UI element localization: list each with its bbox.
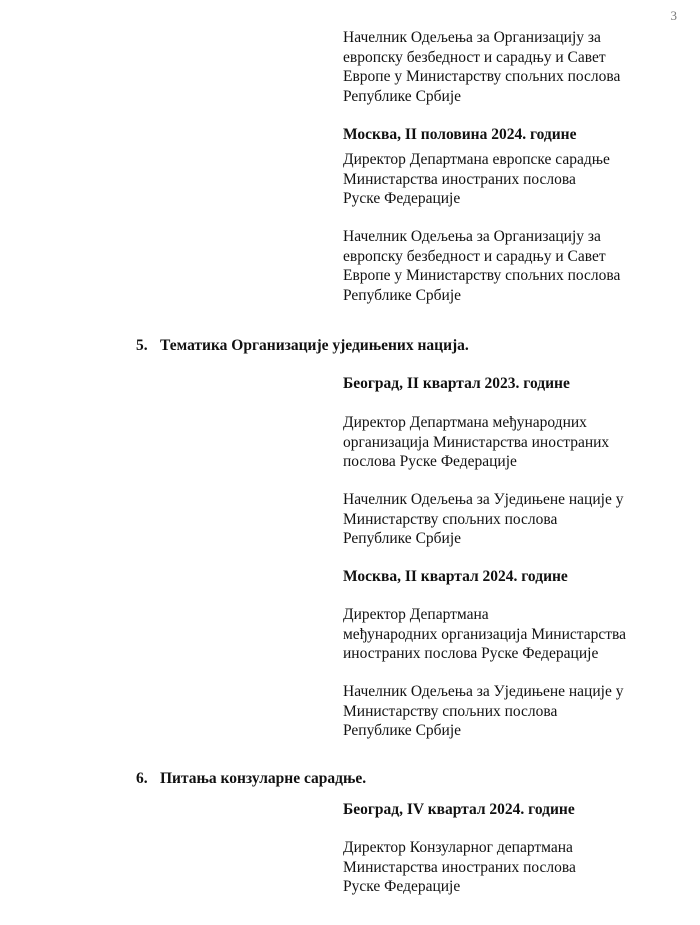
- section-5-meeting-1-serbian: Начелник Одељења за Уједињене нације у Министарству спољних послова Републике Србије: [343, 491, 624, 547]
- section-5-number: 5.: [136, 337, 148, 354]
- meeting-heading-moscow-2024: Москва, II половина 2024. године: [343, 126, 577, 143]
- russian-official-text: Директор Департмана европске сарадње Министарства иностраних послова Руске Федерације: [343, 151, 610, 207]
- section-6-meeting-1-russian: Директор Конзуларног департмана Министарства иностраних послова Руске Федерације: [343, 839, 576, 895]
- serbian-official-text-2: Начелник Одељења за Организацију за европску безбедност и сарадњу и Савет Европе у Министарству спољних послова Републике Србије: [343, 228, 621, 304]
- section-5-meeting-2-russian: Директор Департмана међународних организација Министарства иностраних послова Руске Федерације: [343, 606, 627, 662]
- page-number: 3: [670, 8, 677, 23]
- section-6-title-text: Питања конзуларне сарадње.: [160, 770, 367, 787]
- section-5-meeting-2-serbian: Начелник Одељења за Уједињене нације у Министарству спољних послова Републике Србије: [343, 683, 624, 739]
- section-6-meeting-1-heading: Београд, IV квартал 2024. године: [343, 801, 575, 818]
- section-5-meeting-1-heading: Београд, II квартал 2023. године: [343, 375, 570, 392]
- section-6-number: 6.: [136, 770, 148, 787]
- section-5-meeting-2-heading: Москва, II квартал 2024. године: [343, 568, 568, 585]
- section-6-title: [136, 769, 366, 789]
- section-5-meeting-1-russian: Директор Департмана међународних организација Министарства иностраних послова Руске Федерације: [343, 414, 610, 470]
- section-5-title-text: Тематика Организације уједињених нација.: [160, 337, 469, 354]
- section-5-title: [136, 336, 469, 356]
- serbian-official-text: Начелник Одељења за Организацију за европску безбедност и сарадњу и Савет Европе у Министарству спољних послова Републике Србије: [343, 29, 621, 105]
